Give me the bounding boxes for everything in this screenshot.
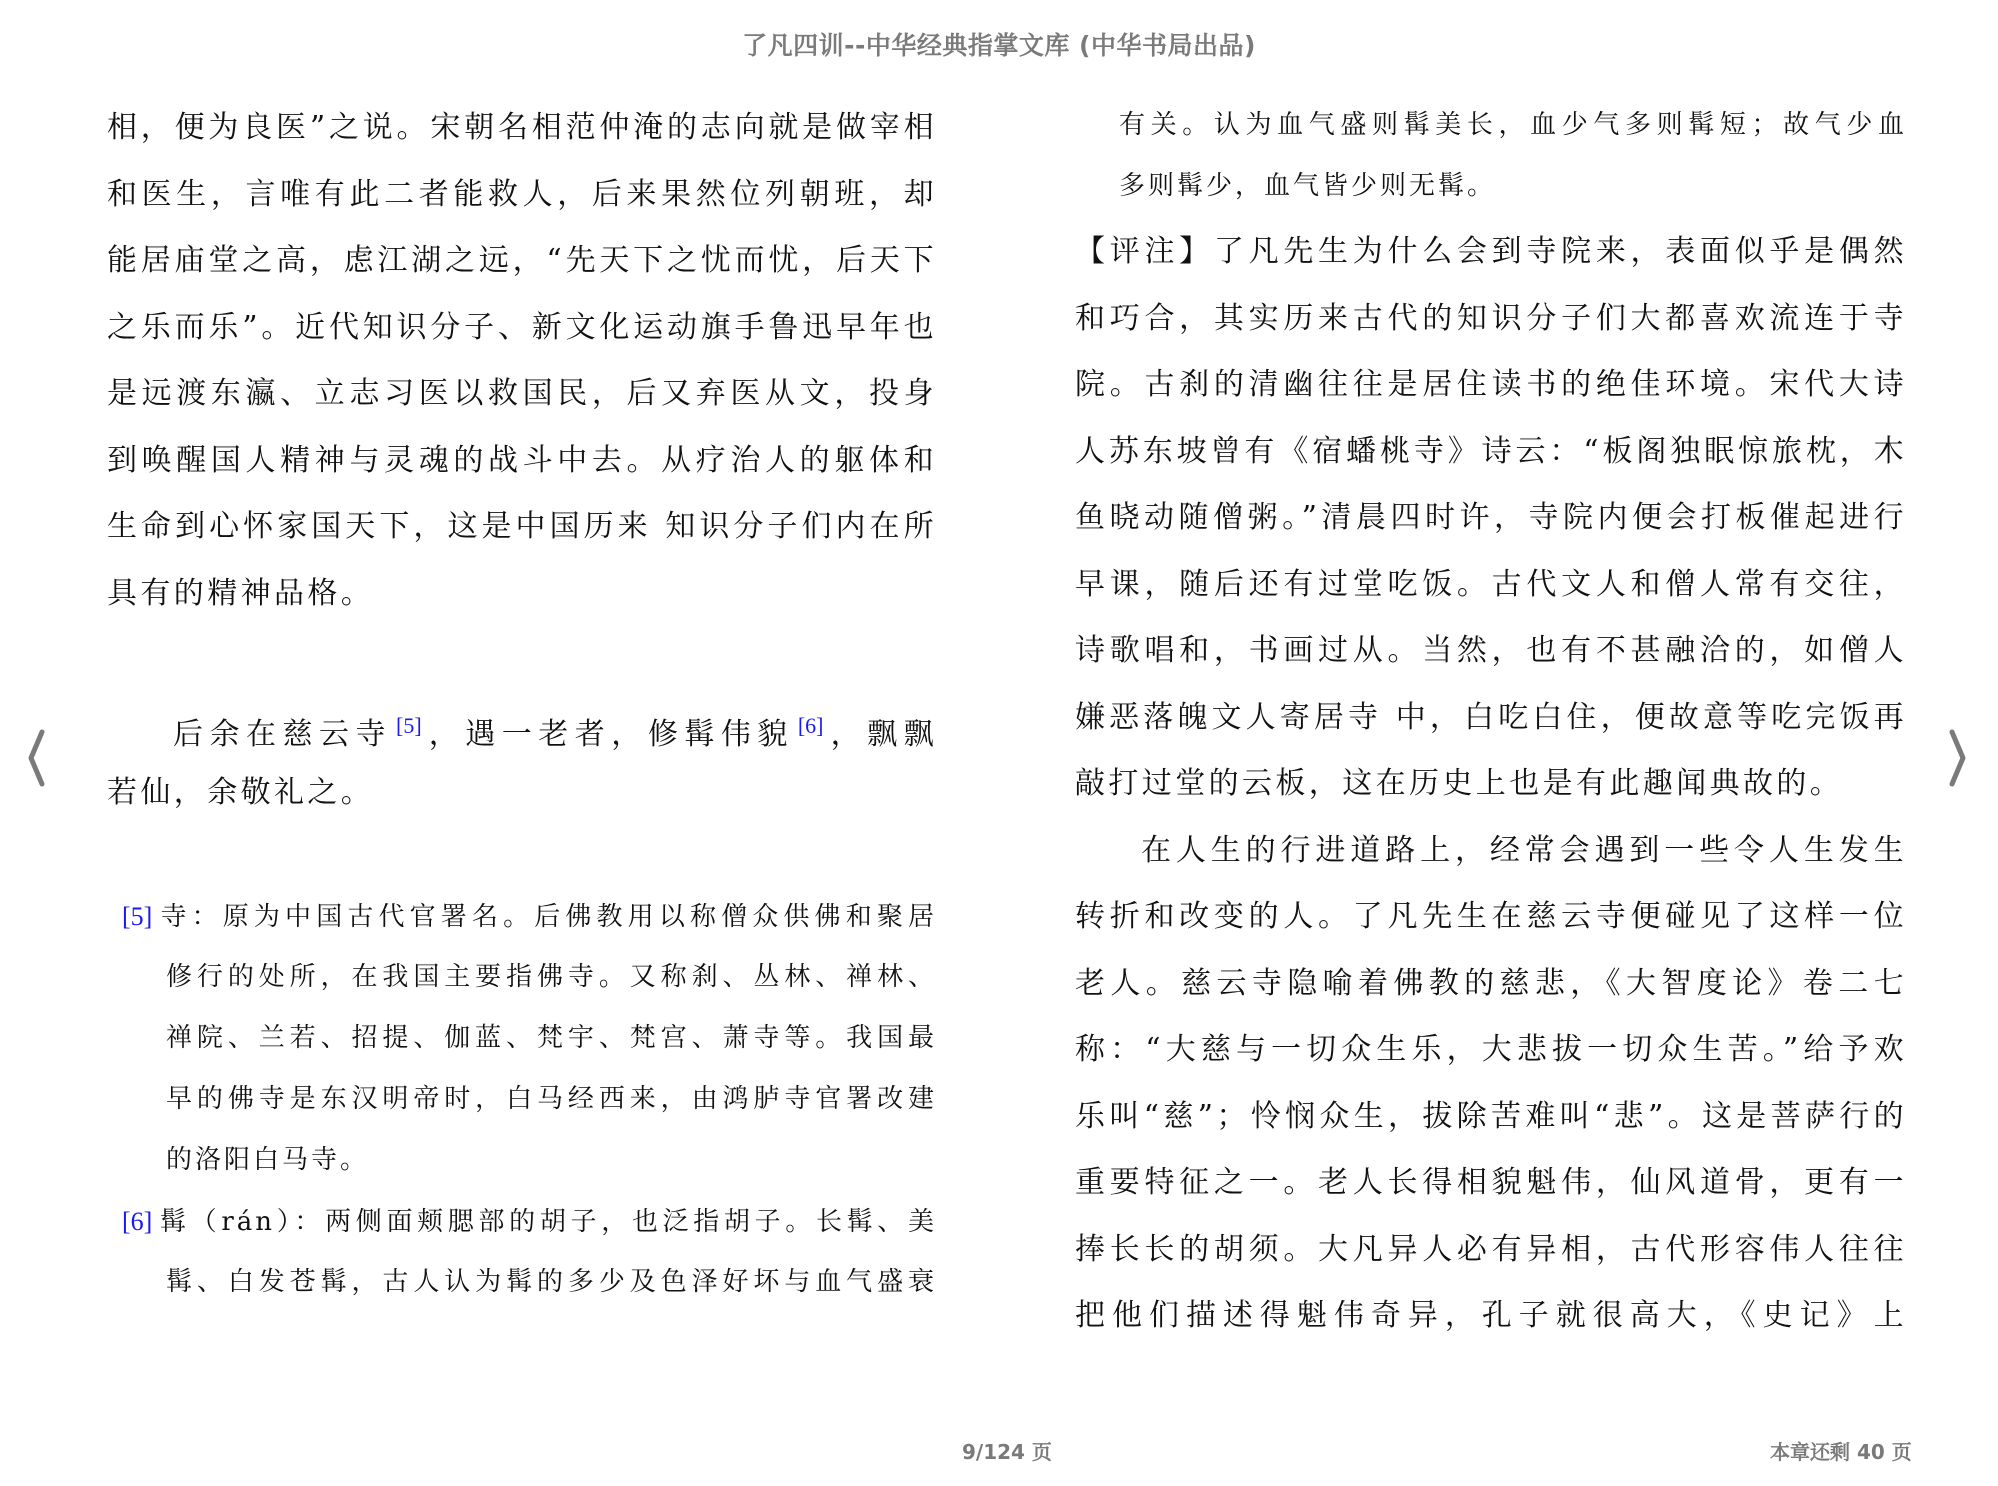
footnote-line: 禅院、兰若、招提、伽蓝、梵宇、梵宫、萧寺等。我国最 bbox=[166, 1023, 937, 1053]
text-line: 是远渡东瀛、立志习医以救国民，后又弃医从文，投身 bbox=[107, 376, 937, 411]
text-line: 生命到心怀家国天下，这是中国历来 知识分子们内在所 bbox=[107, 509, 937, 544]
chapter-remaining-pages: 本章还剩 40 页 bbox=[1770, 1440, 1912, 1464]
text-line: 转折和改变的人。了凡先生在慈云寺便碰见了这样一位 bbox=[1075, 899, 1907, 934]
text-line: 乐叫“慈”；怜悯众生，拔除苦难叫“悲”。这是菩萨行的 bbox=[1075, 1098, 1907, 1134]
text-line: 称：“大慈与一切众生乐，大悲拔一切众生苦。”给予欢 bbox=[1075, 1032, 1907, 1067]
footnote-line: 有关。认为血气盛则髯美长，血少气多则髯短；故气少血 bbox=[1119, 110, 1907, 140]
original-text-part: ，遇一老者，修髯伟貌 bbox=[425, 717, 794, 752]
paragraph-gap bbox=[107, 826, 937, 886]
text-line: 相，便为良医”之说。宋朝名相范仲淹的志向就是做宰相 bbox=[107, 110, 937, 145]
text-line: 敲打过堂的云板，这在历史上也是有此趣闻典故的。 bbox=[1075, 766, 1844, 801]
chevron-right-icon bbox=[1942, 728, 1972, 788]
text-line: 捧长长的胡须。大凡异人必有异相，古代形容伟人往往 bbox=[1075, 1231, 1907, 1267]
text-line: 早课，随后还有过堂吃饭。古代文人和僧人常有交往， bbox=[1075, 566, 1907, 602]
footnote-line: 多则髯少，血气皆少则无髯。 bbox=[1119, 171, 1497, 201]
paragraph-gap bbox=[107, 627, 937, 693]
footnote-ref-5-link[interactable]: [5] bbox=[396, 713, 422, 738]
text-line: 具有的精神品格。 bbox=[107, 575, 375, 611]
original-text-part: 后余在慈云寺 bbox=[173, 717, 393, 752]
text-line: 在人生的行进道路上，经常会遇到一些令人生发生 bbox=[1141, 832, 1907, 868]
book-title: 了凡四训--中华经典指掌文库 (中华书局出品) bbox=[742, 31, 1256, 60]
footnote-ref-6-link[interactable]: [6] bbox=[797, 713, 824, 738]
footnotes bbox=[107, 886, 937, 1313]
footnote-5 bbox=[122, 886, 937, 947]
text-line: 把他们描述得魁伟奇异，孔子就很高大，《史记》上 bbox=[1075, 1298, 1907, 1333]
text-line: 人苏东坡曾有《宿蟠桃寺》诗云：“板阁独眠惊旅枕，木 bbox=[1075, 433, 1907, 469]
text-line: 重要特征之一。老人长得相貌魁伟，仙风道骨，更有一 bbox=[1075, 1165, 1907, 1200]
right-page bbox=[1075, 95, 1907, 1350]
footnote-text: 寺：原为中国古代官署名。后佛教用以称僧众供佛和聚居 bbox=[158, 902, 937, 932]
commentary-paragraph bbox=[107, 95, 937, 627]
page-indicator: 9/124 页 bbox=[962, 1440, 1052, 1464]
text-line: 和巧合，其实历来古代的知识分子们大都喜欢流连于寺 bbox=[1075, 300, 1907, 336]
footnote-line: 的洛阳白马寺。 bbox=[166, 1145, 370, 1175]
left-page bbox=[107, 95, 937, 1313]
footnote-continuation bbox=[1075, 95, 1907, 217]
footnote-line: 修行的处所，在我国主要指佛寺。又称刹、丛林、禅林、 bbox=[166, 962, 937, 992]
text-line: 若仙，余敬礼之。 bbox=[107, 774, 375, 810]
text-line: 到唤醒国人精神与灵魂的战斗中去。从疗治人的躯体和 bbox=[107, 442, 937, 478]
text-line: 鱼晓动随僧粥。”清晨四时许，寺院内便会打板催起进行 bbox=[1075, 500, 1907, 535]
text-line: 嫌恶落魄文人寄居寺 中，白吃白住，便故意等吃完饭再 bbox=[1075, 699, 1907, 735]
original-text-part: ，飘飘 bbox=[827, 717, 938, 752]
footnote-line: 早的佛寺是东汉明帝时，白马经西来，由鸿胪寺官署改建 bbox=[166, 1084, 937, 1114]
footnote-text: 髯（rán）：两侧面颊腮部的胡子，也泛指胡子。长髯、美 bbox=[158, 1207, 937, 1237]
previous-page-button[interactable] bbox=[22, 728, 52, 788]
text-line: 院。古刹的清幽往往是居住读书的绝佳环境。宋代大诗 bbox=[1075, 367, 1907, 402]
commentary-heading-line: 【评注】了凡先生为什么会到寺院来，表面似乎是偶然 bbox=[1075, 234, 1907, 269]
footnote-5-ref[interactable]: [5] bbox=[122, 902, 153, 931]
text-line: 老人。慈云寺隐喻着佛教的慈悲，《大智度论》卷二七 bbox=[1075, 965, 1907, 1001]
footnote-6 bbox=[122, 1191, 937, 1252]
text-line: 之乐而乐”。近代知识分子、新文化运动旗手鲁迅早年也 bbox=[107, 309, 937, 345]
text-line: 能居庙堂之高，虑江湖之远，“先天下之忧而忧，后天下 bbox=[107, 243, 937, 278]
commentary-paragraph-2 bbox=[1075, 818, 1907, 1350]
text-line bbox=[107, 693, 937, 760]
original-text-paragraph bbox=[107, 693, 937, 826]
footnote-6-ref[interactable]: [6] bbox=[122, 1207, 153, 1236]
commentary-section bbox=[1075, 219, 1907, 818]
text-line: 和医生，言唯有此二者能救人，后来果然位列朝班，却 bbox=[107, 176, 937, 212]
footnote-line: 髯、白发苍髯，古人认为髯的多少及色泽好坏与血气盛衰 bbox=[166, 1267, 937, 1297]
next-page-button[interactable] bbox=[1942, 728, 1972, 788]
text-line: 诗歌唱和，书画过从。当然，也有不甚融洽的，如僧人 bbox=[1075, 633, 1907, 668]
chevron-left-icon bbox=[22, 728, 52, 788]
